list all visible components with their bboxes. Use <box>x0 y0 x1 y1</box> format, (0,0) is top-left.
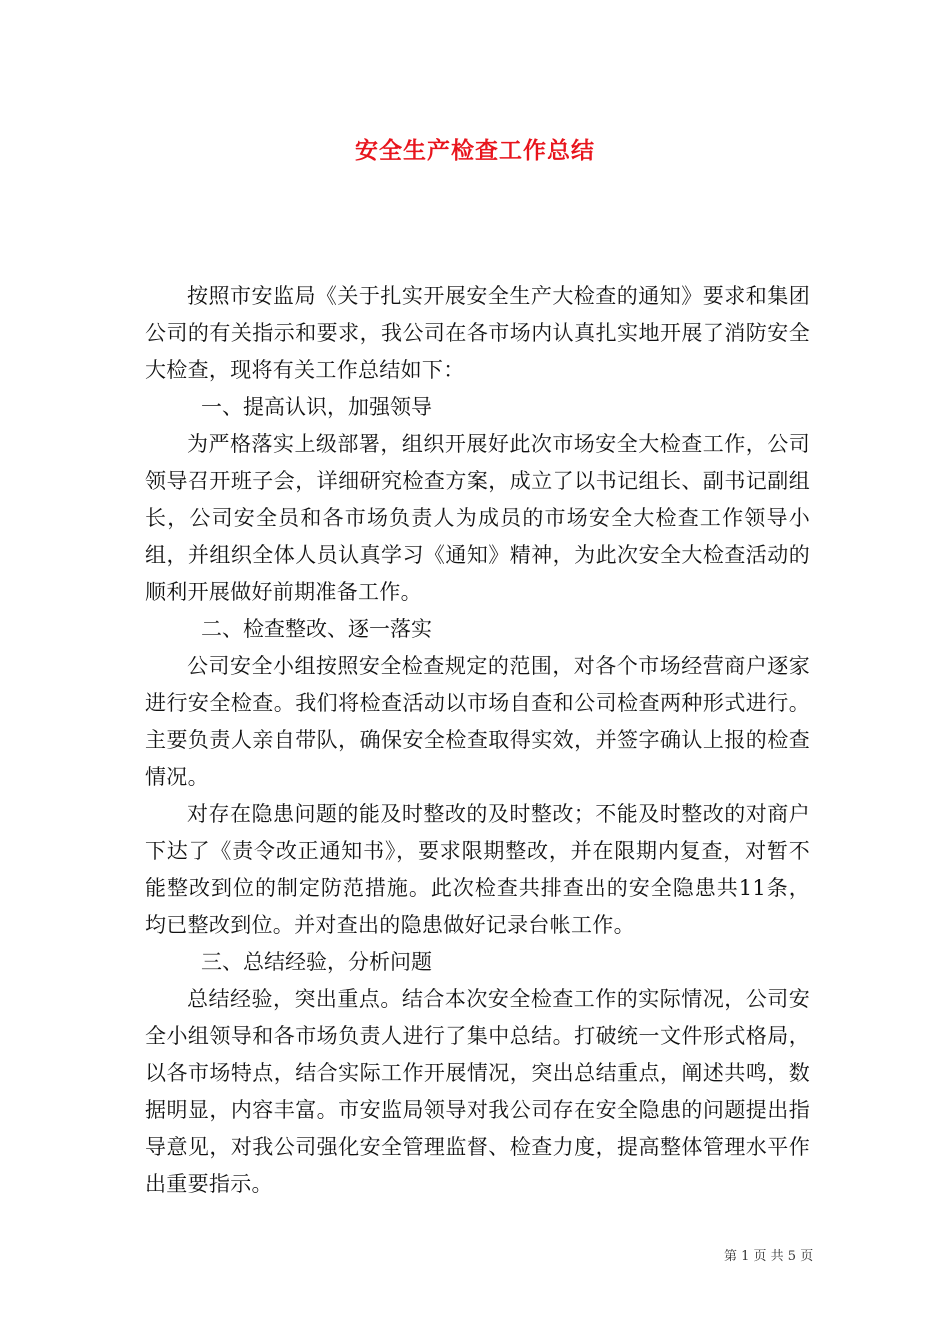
document-title: 安全生产检查工作总结 <box>355 137 595 164</box>
section-heading-2: 二、检查整改、逐一落实 <box>201 617 432 641</box>
intro-paragraph: 按照市安监局《关于扎实开展安全生产大检查的通知》要求和集团公司的有关指示和要求，我公司在各市场内认真扎实地开展了消防安全大检查，现将有关工作总结如下： <box>145 284 810 382</box>
section-heading-1: 一、提高认识，加强领导 <box>201 395 432 419</box>
section-2-paragraph-2: 对存在隐患问题的能及时整改的及时整改；不能及时整改的对商户下达了《责令改正通知书》，要求限期整改，并在限期内复查，对暂不能整改到位的制定防范措施。此次检查共排查出的安全隐患共11条，均已整改到位。并对查出的隐患做好记录台帐工作。 <box>145 802 810 937</box>
section-heading-3: 三、总结经验，分析问题 <box>201 950 432 974</box>
section-2-paragraph-1: 公司安全小组按照安全检查规定的范围，对各个市场经营商户逐家进行安全检查。我们将检查活动以市场自查和公司检查两种形式进行。主要负责人亲自带队，确保安全检查取得实效，并签字确认上报的检查情况。 <box>145 654 810 789</box>
section-3-paragraph: 总结经验，突出重点。结合本次安全检查工作的实际情况，公司安全小组领导和各市场负责人进行了集中总结。打破统一文件形式格局，以各市场特点，结合实际工作开展情况，突出总结重点，阐述共鸣，数据明显，内容丰富。市安监局领导对我公司存在安全隐患的问题提出指导意见，对我公司强化安全管理监督、检查力度，提高整体管理水平作出重要指示。 <box>145 987 810 1196</box>
document-body <box>145 278 810 1203</box>
page-number: 第 1 页 共 5 页 <box>724 1249 814 1264</box>
section-1-paragraph: 为严格落实上级部署，组织开展好此次市场安全大检查工作，公司领导召开班子会，详细研究检查方案，成立了以书记组长、副书记副组长，公司安全员和各市场负责人为成员的市场安全大检查工作领导小组，并组织全体人员认真学习《通知》精神，为此次安全大检查活动的顺利开展做好前期准备工作。 <box>145 432 810 604</box>
